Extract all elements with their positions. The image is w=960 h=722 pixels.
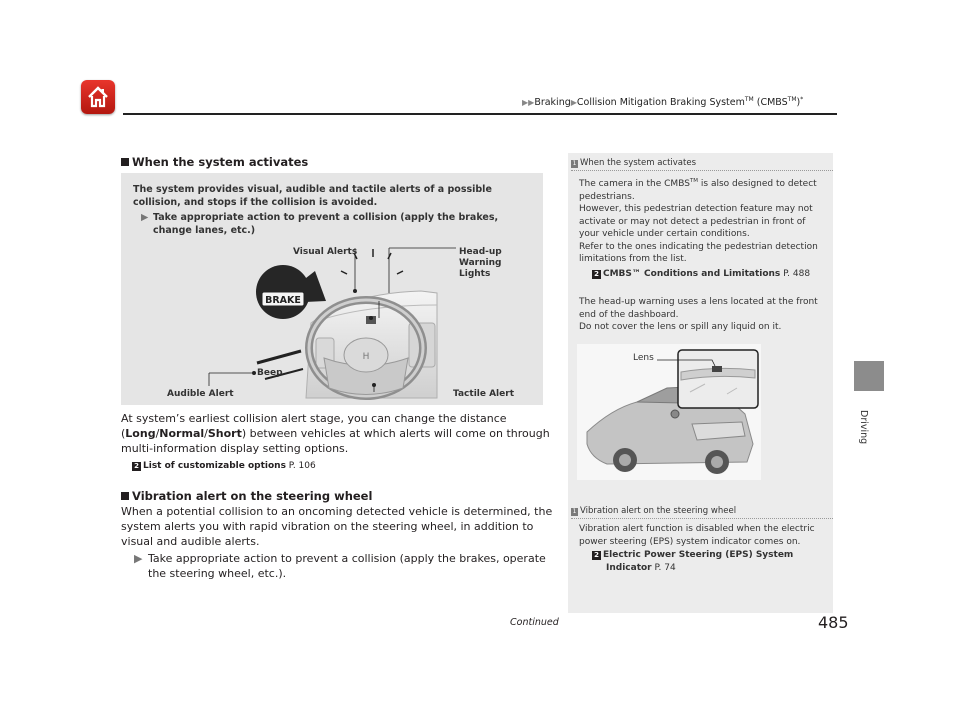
steering-wheel-illustration: [121, 173, 543, 405]
home-icon: [86, 85, 110, 109]
label-visual-alerts: Visual Alerts: [293, 247, 358, 257]
svg-text:H: H: [362, 352, 370, 362]
section-heading-vibration: Vibration alert on the steering wheel: [121, 489, 372, 503]
continued-label: Continued: [510, 617, 559, 628]
paragraph-distance-setting: At system’s earliest collision alert stage, you can change the distance (Long/Normal/Short) between vehicles at which alerts will come on through multi-information display setting options.: [121, 412, 550, 455]
lens-label: Lens: [633, 353, 654, 363]
breadcrumb: ▶▶Braking▶Collision Mitigation Braking System™ (CMBS™)*: [522, 96, 804, 109]
note-camera-text: The camera in the CMBS™ is also designed to detect pedestrians. However, this pedestrian detection feature may not activate or may not detect a pedestrian in front of your vehicle under certain conditions. Refer to the ones indicating the pedestrian detection limitations from the list.: [579, 178, 818, 264]
note-divider: [571, 170, 833, 171]
cross-reference-icon: 2: [132, 462, 141, 471]
car-lens-illustration: [577, 344, 761, 480]
note-eps-text: Vibration alert function is disabled when the electric power steering (EPS) system indicator comes on.: [579, 524, 815, 547]
breadcrumb-braking[interactable]: Braking: [534, 97, 571, 109]
chapter-tab: [854, 361, 884, 391]
figure-bullet: ▶ Take appropriate action to prevent a collision (apply the brakes, change lanes, etc.): [141, 212, 499, 236]
section-heading-activates: When the system activates: [121, 155, 308, 169]
header-rule: [123, 113, 837, 115]
cross-reference-icon: 2: [592, 551, 601, 560]
cross-reference-icon: 2: [592, 270, 601, 279]
paragraph-vibration: When a potential collision to an oncoming detected vehicle is determined, the system alerts you with rapid vibration on the steering wheel, in addition to visual and audible alerts.: [121, 505, 553, 548]
note-divider-2: [571, 518, 833, 519]
xref-eps-indicator[interactable]: 2 Electric Power Steering (EPS) System Indicator P. 74: [592, 549, 793, 574]
label-audible-alert: Audible Alert: [167, 389, 234, 399]
home-button[interactable]: [81, 80, 115, 114]
label-head-up: Head-up Warning Lights: [459, 247, 502, 279]
alert-figure: [121, 173, 543, 405]
note-lens-text: The head-up warning uses a lens located at the front end of the dashboard. Do not cover the lens or spill any liquid on it.: [579, 297, 818, 332]
chapter-label: Driving: [858, 410, 869, 445]
note-heading-activates: 1 When the system activates: [572, 158, 696, 168]
page-number: 485: [818, 613, 849, 632]
breadcrumb-cmbs[interactable]: Collision Mitigation Braking System™ (CMBS™)*: [576, 96, 804, 109]
note-heading-vibration: 1 Vibration alert on the steering wheel: [572, 506, 737, 516]
xref-customizable-options[interactable]: 2 List of customizable options P. 106: [132, 461, 316, 471]
label-tactile-alert: Tactile Alert: [453, 389, 514, 399]
brake-label: BRAKE: [265, 295, 301, 306]
figure-description: The system provides visual, audible and tactile alerts of a possible collision, and stops if the collision is avoided.: [133, 184, 492, 208]
xref-cmbs-conditions[interactable]: 2 CMBS™ Conditions and Limitations P. 488: [592, 269, 810, 279]
label-beep: Beep: [257, 368, 283, 378]
bullet-vibration: ▶ Take appropriate action to prevent a collision (apply the brakes, operate the steering wheel, etc.).: [134, 552, 546, 580]
